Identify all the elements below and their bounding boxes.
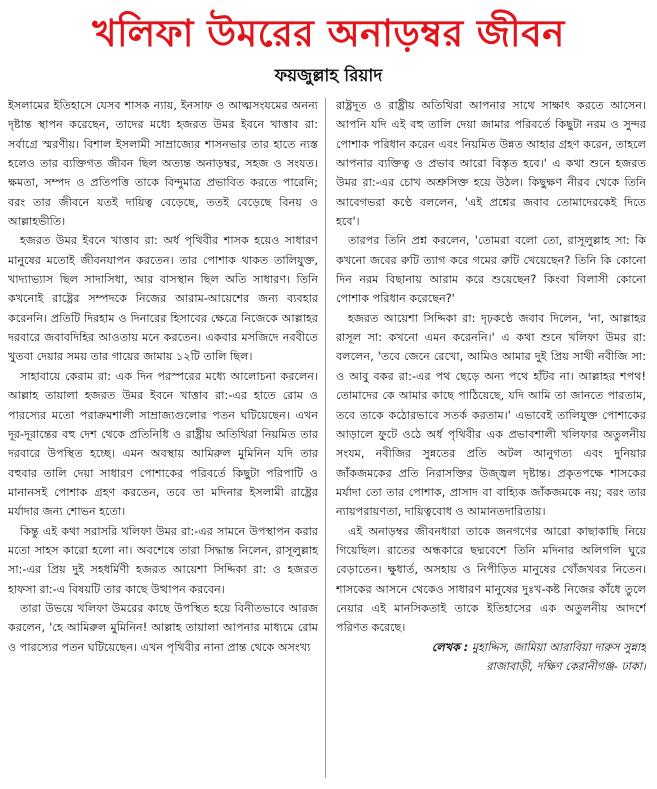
paragraph: কিন্তু এই কথা সরাসরি খলিফা উমর রা:-এর সামনে উপস্থাপন করার মতো সাহস কারো হলো না। অবশেষে তারা সিদ্ধান্ত নিলেন, রাসূলুল্লাহ সা:-এর প্রিয় দুই সহধর্মিণী হজরত আয়েশা সিদ্দিকা রা: ও হজরত হাফসা রা:-এ বিষয়টি তার কাছে উত্থাপন করবেন। — [8, 524, 318, 596]
paragraph: হজরত আয়েশা সিদ্দিকা রা: দৃঢ়কণ্ঠে জবাব দিলেন, 'না, আল্লাহর রাসূল সা: কখনো এমন করেননি।' এ কথা শুনে খলিফা উমর রা: বললেন, 'তবে জেনে রেখো, আমিও আমার দুই প্রিয় সাথী নবীজি সা: ও আবু বকর রা:-এর পথ ছেড়ে অন্য পথে হাঁটব না। আল্লাহর শপথ! তোমাদের কে আমার কাছে পাঠিয়েছে, যদি আমি তা জানতে পারতাম, তবে তাকে কঠোরভাবে সতর্ক করতাম।' এভাবেই তালিযুক্ত পোশাকের আড়ালে ফুটে ওঠে অর্ধ পৃথিবীর এক প্রভাবশালী খলিফার অতুলনীয় সংযম, নবীজির সুন্নতের প্রতি অটল আনুগত্য এবং দুনিয়ার জাঁকজমকের প্রতি নিরাসক্তির উজ্জ্বল দৃষ্টান্ত। প্রকৃতপক্ষে শাসকের মর্যাদা তো তার পোশাক, প্রাসাদ বা বাহ্যিক জাঁকজমকে নয়; বরং তার ন্যায়পরায়ণতা, দায়িত্ববোধ ও আমানতদারিতায়। — [336, 311, 646, 519]
paragraph: ইসলামের ইতিহাসে যেসব শাসক ন্যায়, ইনসাফ ও আত্মসংযমের অনন্য দৃষ্টান্ত স্থাপন করেছেন, তাদের মধ্যে হজরত উমর ইবনে খাত্তাব রা: সর্বাগ্রে স্মরণীয়। বিশাল ইসলামী সাম্রাজ্যের শাসনভার তার হাতে ন্যস্ত হলেও তার ব্যক্তিগত জীবন ছিল অত্যন্ত অনাড়ম্বর, সহজ ও সংযত। ক্ষমতা, সম্পদ ও প্রতিপত্তি তাকে বিন্দুমাত্র প্রভাবিত করতে পারেনি; বরং তার জীবনে যতই দায়িত্ব বেড়েছে, ততই বেড়েছে বিনয় ও আল্লাহভীতি। — [8, 99, 318, 229]
paragraph: তারপর তিনি প্রশ্ন করলেন, 'তোমরা বলো তো, রাসূলুল্লাহ সা: কি কখনো জবের রুটি ত্যাগ করে গমের রুটি খেয়েছেন? তিনি কি কোনো দিন নরম বিছানায় আরাম করে শুয়েছেন? কিংবা বিলাসী কোনো পোশাক পরিধান করেছেন?' — [336, 234, 646, 306]
paragraph: তারা উভয়ে খলিফা উমরের কাছে উপস্থিত হয়ে বিনীতভাবে আরজ করলেন, 'হে আমিরুল মুমিনিন! আল্লাহ তায়ালা আপনার মাধ্যমে রোম ও পারস্যের পতন ঘটিয়েছেন। এখন পৃথিবীর নানা প্রান্ত থেকে অসংখ্য — [8, 601, 318, 654]
article-title: খলিফা উমরের অনাড়ম্বর জীবন — [92, 12, 565, 55]
author-credit — [336, 638, 646, 677]
column-divider — [325, 98, 326, 778]
paragraph: হজরত উমর ইবনে খাত্তাব রা: অর্ধ পৃথিবীর শাসক হয়েও সাধারণ মানুষের মতোই জীবনযাপন করতেন। তার পোশাক থাকত তালিযুক্ত, খাদ্যাভ্যাস ছিল সাদাসিধা, আর বাসস্থান ছিল অতি সাধারণ। তিনি কখনোই রাষ্ট্রের সম্পদকে নিজের আরাম-আয়েশের জন্য ব্যবহার করেননি। প্রতিটি দিরহাম ও দিনারের হিসাবের ক্ষেত্রে নিজেকে আল্লাহর দরবারে জবাবদিহির আওতায় মনে করতেন। একবার মসজিদে নববীতে খুতবা দেয়ার সময় তার গায়ের জামায় ১২টি তালি ছিল। — [8, 234, 318, 364]
article-author: ফয়জুল্লাহ রিয়াদ — [274, 66, 383, 86]
credit-line-2: রাজাবাড়ী, দক্ষিণ কেরানীগঞ্জ- ঢাকা। — [486, 659, 646, 673]
credit-line-1: মুহাদ্দিস, জামিয়া আরাবিয়া দারুস সুন্নাহ — [471, 640, 646, 654]
paragraph: সাহাবায়ে কেরাম রা: এক দিন পরস্পরের মধ্যে আলোচনা করলেন। আল্লাহ তায়ালা হজরত উমর ইবনে খাত্তাব রা:-এর হাতে রোম ও পারস্যের মতো পরাক্রমশালী সাম্রাজ্যগুলোর পতন ঘটিয়েছেন। এখন দূর-দূরান্তের বহু দেশ থেকে প্রতিনিধি ও রাষ্ট্রীয় অতিথিরা নিয়মিত তার দরবারে উপস্থিত হচ্ছে। এমন অবস্থায় আমিরুল মুমিনিন যদি তার বহুবার তালি দেয়া সাধারণ পোশাকের পরিবর্তে কিছুটা পরিপাটি ও মানানসই পোশাক গ্রহণ করতেন, তবে তা মদিনার ইসলামী রাষ্ট্রের মর্যাদার জন্য শোভন হতো। — [8, 369, 318, 519]
paragraph: রাষ্ট্রদূত ও রাষ্ট্রীয় অতিথিরা আপনার সাথে সাক্ষাৎ করতে আসেন। আপনি যদি এই বহু তালি দেয়া জামার পরিবর্তে কিছুটা নরম ও সুন্দর পোশাক পরিধান করেন এবং নিয়মিত উন্নত আহার গ্রহণ করেন, তাহলে আপনার ব্যক্তিত্ব ও প্রভাব আরো বিস্তৃত হবে।' এ কথা শুনে হজরত উমর রা:-এর চোখ অশ্রুসিক্ত হয়ে উঠল। কিছুক্ষণ নীরব থেকে তিনি আবেগভরা কণ্ঠে বললেন, 'এই প্রশ্নের জবাব তোমাদেরকেই দিতে হবে'। — [336, 99, 646, 229]
article-column-right — [336, 96, 646, 778]
article-column-left — [8, 96, 318, 778]
paragraph: এই অনাড়ম্বর জীবনধারা তাকে জনগণের আরো কাছাকাছি নিয়ে গিয়েছিল। রাতের অন্ধকারে ছদ্মবেশে তিনি মদিনার অলিগলি ঘুরে বেড়াতেন। ক্ষুধার্ত, অসহায় ও নিপীড়িত মানুষের খোঁজখবর নিতেন। শাসকের আসনে থেকেও সাধারণ মানুষের দুঃখ-কষ্ট নিজের কাঁধে তুলে নেয়ার এই মানসিকতাই তাকে ইতিহাসের এক অতুলনীয় আদর্শে পরিণত করেছে। — [336, 524, 646, 635]
credit-label: লেখক : — [431, 640, 469, 654]
